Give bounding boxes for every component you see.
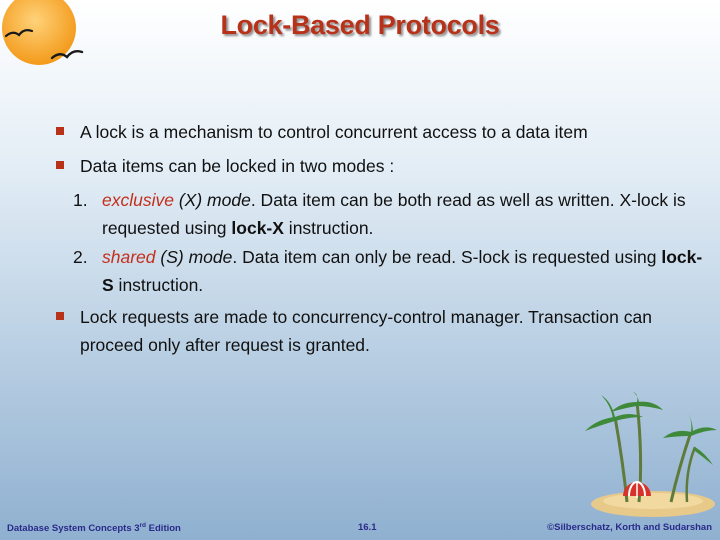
mode-abbr: (X) mode (178, 190, 251, 210)
mode-abbr: (S) mode (160, 247, 233, 267)
slide-footer (0, 518, 720, 540)
mode-item-shared (55, 243, 705, 299)
mode-desc: . Data item can be both read as well as written. X-lock is requested using (102, 190, 686, 238)
slide-title: Lock-Based Protocols (220, 10, 500, 40)
bullet-text: A lock is a mechanism to control concurrent access to a data item (80, 122, 588, 142)
mode-instruction: lock-X (231, 218, 284, 238)
mode-desc-end: instruction. (113, 275, 204, 295)
footer-book-title: Database System Concepts 3rd Edition (7, 522, 181, 535)
bullet-text: Lock requests are made to concurrency-control manager. Transaction can proceed only after request is granted. (80, 307, 652, 355)
mode-term: shared (102, 247, 156, 267)
bullet-item (55, 303, 705, 359)
footer-copyright: ©Silberschatz, Korth and Sudarshan (547, 522, 712, 533)
footer-page-number: 16.1 (358, 522, 377, 533)
square-bullet-icon (56, 312, 64, 320)
square-bullet-icon (56, 127, 64, 135)
mode-desc-end: instruction. (283, 218, 374, 238)
palm-island-icon (575, 392, 720, 522)
mode-number: 2. (73, 247, 88, 267)
square-bullet-icon (56, 161, 64, 169)
slide-content (55, 118, 705, 365)
mode-instruction: lock-S (102, 247, 703, 295)
bullet-item (55, 152, 705, 180)
mode-term: exclusive (102, 190, 174, 210)
bullet-text: Data items can be locked in two modes : (80, 156, 395, 176)
mode-item-exclusive (55, 186, 705, 242)
mode-number: 1. (73, 190, 88, 210)
mode-desc: . Data item can only be read. S-lock is requested using (232, 247, 662, 267)
bullet-item (55, 118, 705, 146)
